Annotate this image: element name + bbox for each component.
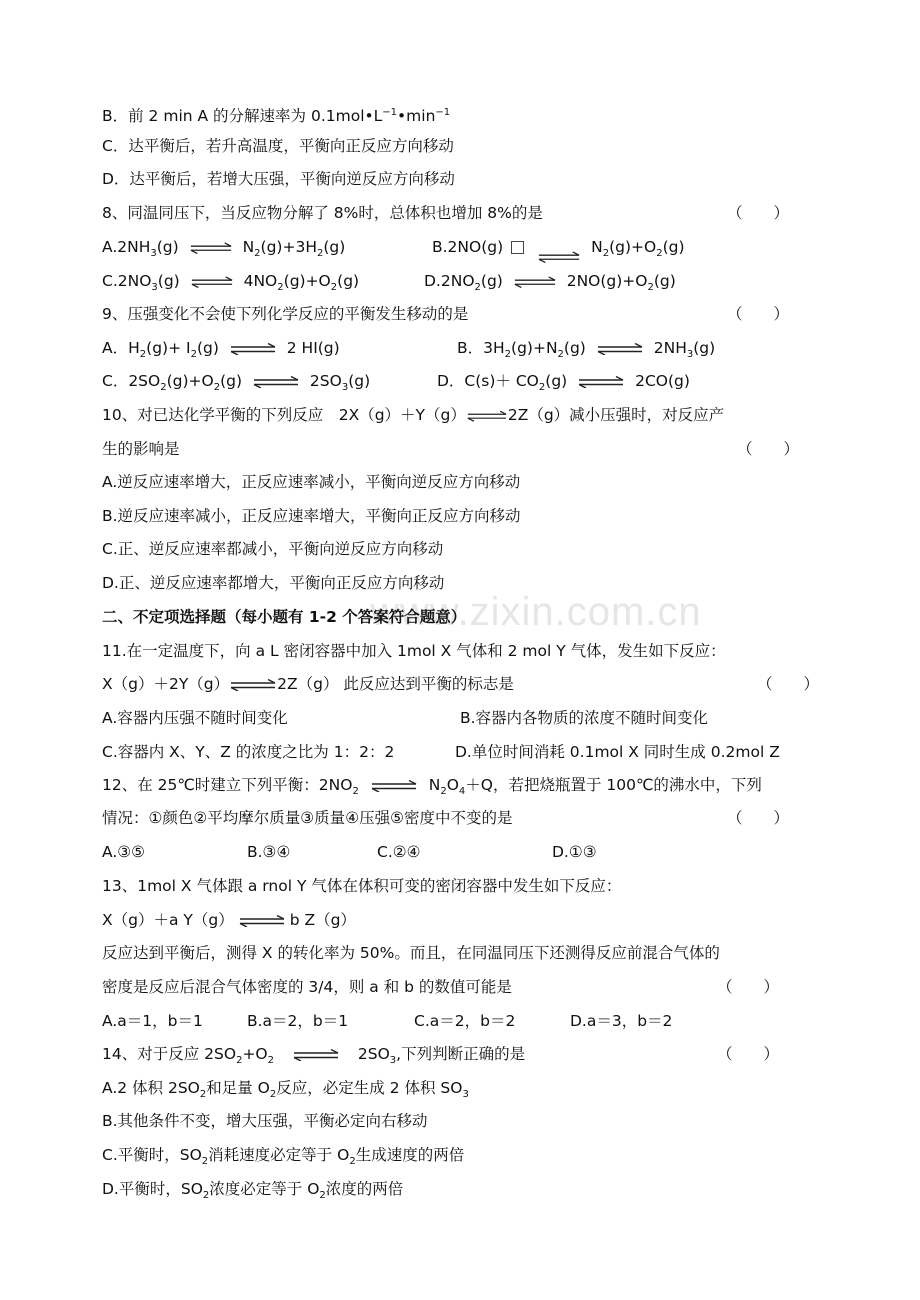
subscript: 3 [686,349,694,361]
text-span: 2SO [309,372,342,390]
text-span: 浓度必定等于 O [209,1180,320,1198]
text-span: b Z（g） [289,911,356,929]
q11-options-ab [102,703,842,733]
equilibrium-arrow-icon [230,343,276,355]
text-span: +O [242,1045,268,1063]
text-span: A.容器内压强不随时间变化 [102,709,288,727]
text-span: (g) [337,272,360,290]
answer-bracket: （ ） [757,675,820,693]
text-span: N [428,776,441,794]
text-span: A.2 体积 2SO [102,1079,200,1097]
text-span: D.单位时间消耗 0.1mol X 同时生成 0.2mol Z [455,743,780,761]
text-span: N [242,238,255,256]
subscript: 2 [190,349,197,361]
text-span: X（g）＋2Y（g） [102,675,230,693]
q9-option-a [102,333,340,370]
text-span: 浓度的两倍 [325,1180,404,1198]
q9-option-c [102,366,370,403]
text-span: C.容器内 X、Y、Z 的浓度之比为 1：2：2 [102,743,395,761]
question-10-cont [102,434,842,464]
equilibrium-arrow-icon [597,343,643,355]
subscript: 3 [462,1089,469,1101]
q10-option-b: B.逆反应速率减小，正反应速率增大，平衡向正反应方向移动 [102,507,521,525]
subscript: 3 [150,248,157,260]
subscript: 2 [199,1089,207,1101]
text-span: D.平衡时，SO [102,1180,203,1198]
subscript: 2 [474,282,481,294]
text-span: 消耗速度必定等于 O [208,1146,350,1164]
text-span: 8、同温同压下，当反应物分解了 8%时，总体积也增加 8%的是 [102,204,543,222]
subscript: 2 [277,282,284,294]
text-span: (g) [480,272,503,290]
equilibrium-arrow-icon [253,376,299,388]
q8-options-cd [102,266,842,296]
text-span: 密度是反应后混合气体密度的 3/4，则 a 和 b 的数值可能是 [102,978,512,996]
text-span: 生的影响是 [102,440,180,458]
answer-bracket: （ ） [727,809,790,827]
watermark: www.zixin.com.cn [370,590,702,634]
text-span: N [591,238,603,256]
text-span: 和足量 O [206,1079,270,1097]
subscript: 2 [269,1089,277,1101]
text-span: ＋Q，若把烧瓶置于 100℃的沸水中，下列 [465,776,762,794]
text-span: O [446,776,459,794]
subscript: 2 [160,382,167,394]
text-span: D.2NO [424,272,475,290]
question-13-cont [102,972,842,1002]
text-span: ,下列判断正确的是 [396,1045,526,1063]
text-span: B.a＝2，b＝1 [247,1012,349,1030]
text-span: 2SO [357,1045,390,1063]
subscript: 2 [236,1055,243,1067]
question-14 [102,1039,842,1069]
question-10 [102,400,842,430]
text-span: C.平衡时，SO [102,1146,202,1164]
q13-options [102,1006,842,1036]
text-span: (g)+O [609,238,657,256]
subscript: 2 [316,248,324,260]
q10-option-c: C.正、逆反应速率都减小，平衡向逆反应方向移动 [102,540,444,558]
equilibrium-arrow-icon [238,915,286,927]
text-span: 生成速度的两倍 [355,1146,465,1164]
subscript: 3 [341,382,349,394]
q14-option-a [102,1073,842,1103]
q9-option-b [457,333,715,370]
q14-option-d [102,1174,842,1204]
subscript: 2 [267,1055,274,1067]
text-span: D．C(s)＋ CO [437,372,539,390]
q8-option-a [102,232,345,269]
text-span: (g)+3H [260,238,317,256]
answer-bracket: （ ） [737,440,800,458]
answer-bracket: （ ） [717,978,780,996]
text-span: B．前 2 min A 的分解速率为 0.1mol•L [102,107,383,126]
subscript: 3 [151,282,158,294]
text-span: 2Z（g） 此反应达到平衡的标志是 [277,675,514,693]
question-9 [102,299,842,329]
subscript: 2 [647,282,654,294]
text-span: (g)+ I [146,339,191,357]
subscript: 2 [538,382,546,394]
q9-options-ab [102,333,842,363]
text-span: 2CO(g) [635,372,690,390]
text-span: (g) [157,272,180,290]
text-span: B.2NO(g) [432,238,504,256]
subscript: 2 [319,1190,326,1202]
subscript: 2 [349,1156,356,1168]
text-span: D.①③ [552,843,597,861]
q11-options-cd [102,737,842,767]
q10-option-d: D.正、逆反应速率都增大，平衡向正反应方向移动 [102,574,445,592]
text-span: 14、对于反应 2SO [102,1045,237,1063]
answer-bracket: （ ） [727,305,790,323]
text-span: (g) [156,238,179,256]
q8-options-ab [102,232,842,262]
subscript: 2 [254,248,261,260]
q9-option-d [437,366,690,403]
equilibrium-arrow-icon [190,242,232,254]
equilibrium-arrow-icon [230,679,276,691]
subscript: 2 [330,282,338,294]
text-span: (g)+N [511,339,558,357]
text-span: (g) [323,238,346,256]
question-13-body: 反应达到平衡后，测得 X 的转化率为 50%。而且，在同温同压下还测得反应前混合气体的 [102,944,720,962]
subscript: 2 [440,786,447,798]
subscript: 4 [458,786,466,798]
text-span: 反应，必定生成 2 体积 SO [276,1079,463,1097]
text-span: A.2NH [102,238,151,256]
subscript: 3 [389,1055,397,1067]
question-13-equation [102,905,842,935]
text-span: (g) [653,272,676,290]
q9-options-cd [102,366,842,396]
text-span: 4NO [243,272,278,290]
section-2-heading: 二、不定项选择题（每小题有 1-2 个答案符合题意） [102,608,467,626]
q7-option-d: D．达平衡后，若增大压强，平衡向逆反应方向移动 [102,170,455,188]
text-span: 2 HI(g) [286,339,340,357]
text-span: C．2SO [102,372,161,390]
answer-bracket: （ ） [727,204,790,222]
text-span: A．H [102,339,140,357]
equilibrium-arrow-icon [370,780,418,792]
text-span: 2Z（g）减小压强时，对反应产 [507,406,725,424]
question-8 [102,198,842,228]
q8-option-c [102,266,359,303]
question-13: 13、1mol X 气体跟 a rnol Y 气体在体积可变的密闭容器中发生如下反应： [102,877,622,895]
subscript: 2 [139,349,147,361]
question-12 [102,770,842,800]
text-span: 9、压强变化不会使下列化学反应的平衡发生移动的是 [102,305,469,323]
q14-option-c [102,1140,842,1170]
equilibrium-arrow-icon [578,376,624,388]
text-span: A.a＝1，b＝1 [102,1012,203,1030]
equilibrium-arrow-icon [291,1049,341,1061]
text-span: 2NO(g)+O [566,272,648,290]
subscript: 2 [656,248,663,260]
text-span: •min [397,107,436,126]
equilibrium-arrow-icon [467,410,507,422]
q8-option-d [424,266,676,303]
superscript: −1 [435,107,451,118]
subscript: 2 [213,382,221,394]
q12-options [102,837,842,867]
question-11-cont [102,669,842,699]
text-span: 10、对已达化学平衡的下列反应 2X（g）＋Y（g） [102,406,466,424]
answer-bracket: （ ） [717,1045,780,1063]
text-span: C.a＝2，b＝2 [414,1012,516,1030]
text-span: C.②④ [377,843,421,861]
text-span: (g) [196,339,219,357]
equilibrium-arrow-icon [514,276,556,288]
equilibrium-arrow-icon [538,251,580,263]
text-span: (g) [563,339,586,357]
text-span: (g)+O [166,372,214,390]
text-span: (g) [220,372,243,390]
text-span: B．3H [457,339,505,357]
equilibrium-arrow-icon [191,276,233,288]
text-span: (g)+O [283,272,331,290]
text-span: A.③⑤ [102,843,146,861]
q10-option-a: A.逆反应速率增大，正反应速率减小，平衡向逆反应方向移动 [102,473,521,491]
text-span: 12、在 25℃时建立下列平衡：2NO [102,776,353,794]
q7-option-c: C．达平衡后，若升高温度，平衡向正反应方向移动 [102,137,454,155]
superscript: −1 [382,107,398,118]
subscript: 2 [202,1190,210,1202]
text-span: C.2NO [102,272,152,290]
question-11: 11.在一定温度下，向 a L 密闭容器中加入 1mol X 气体和 2 mol Y 气体，发生如下反应： [102,642,726,660]
subscript: 2 [352,786,359,798]
text-span: B.容器内各物质的浓度不随时间变化 [460,709,709,727]
q7-option-b [102,98,842,128]
text-span: (g) [693,339,716,357]
text-span: X（g）＋a Y（g） [102,911,234,929]
q8-option-b [432,232,685,269]
text-span: (g) [545,372,568,390]
text-span: D.a＝3，b＝2 [570,1012,673,1030]
question-12-cont [102,803,842,833]
text-span: (g) [662,238,685,256]
text-span: B.③④ [247,843,291,861]
q14-option-b: B.其他条件不变，增大压强，平衡必定向右移动 [102,1112,428,1130]
text-span: 情况：①颜色②平均摩尔质量③质量④压强⑤密度中不变的是 [102,809,513,827]
placeholder-box-icon [511,241,524,254]
subscript: 2 [201,1156,209,1168]
text-span: 2NH [653,339,687,357]
subscript: 2 [557,349,564,361]
subscript: 2 [602,248,610,260]
subscript: 2 [504,349,512,361]
text-span: (g) [348,372,371,390]
